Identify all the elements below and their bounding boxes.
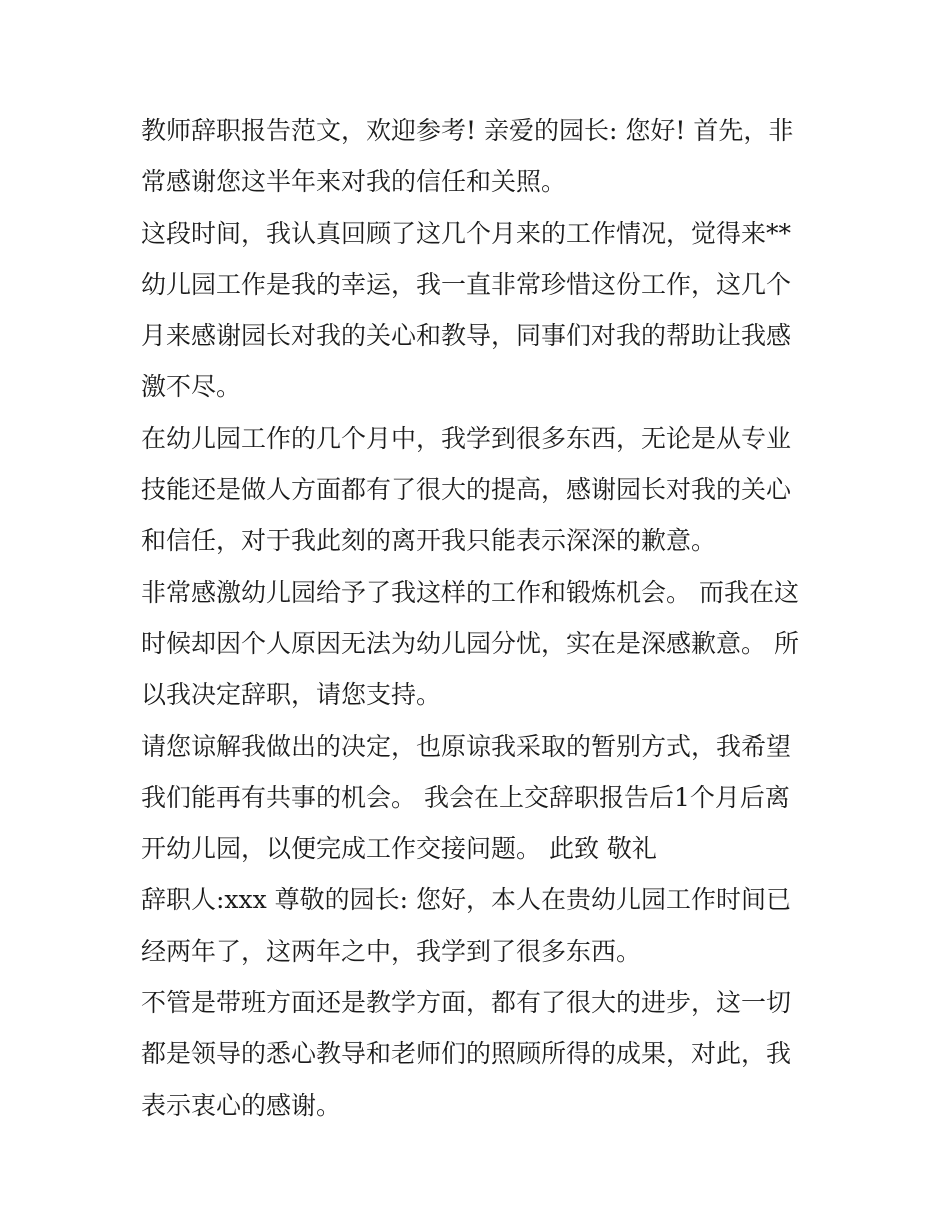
paragraph-1: 教师辞职报告范文，欢迎参考! 亲爱的园长: 您好! 首先，非常感谢您这半年来对我的信任和关照。	[141, 116, 794, 197]
paragraph-6: 辞职人:xxx 尊敬的园长: 您好，本人在贵幼儿园工作时间已经两年了，这两年之中，我学到了很多东西。	[141, 885, 792, 966]
paragraph-7: 不管是带班方面还是教学方面，都有了很大的进步，这一切都是领导的悉心教导和老师们的照顾所得的成果，对此，我表示衷心的感谢。	[141, 988, 792, 1120]
paragraph-5: 请您谅解我做出的决定，也原谅我采取的暂别方式，我希望我们能再有共事的机会。 我会在上交辞职报告后1个月后离开幼儿园，以便完成工作交接问题。 此致 敬礼	[141, 731, 792, 864]
document-body	[141, 105, 813, 1131]
paragraph-3: 在幼儿园工作的几个月中，我学到很多东西，无论是从专业技能还是做人方面都有了很大的提高，感谢园长对我的关心和信任，对于我此刻的离开我只能表示深深的歉意。	[141, 423, 792, 556]
paragraph-4: 非常感激幼儿园给予了我这样的工作和锻炼机会。 而我在这时候却因个人原因无法为幼儿园分忧，实在是深感歉意。 所以我决定辞职，请您支持。	[141, 577, 799, 710]
paragraph-2: 这段时间，我认真回顾了这几个月来的工作情况，觉得来**幼儿园工作是我的幸运，我一直非常珍惜这份工作，这几个月来感谢园长对我的关心和教导，同事们对我的帮助让我感激不尽。	[141, 218, 792, 402]
